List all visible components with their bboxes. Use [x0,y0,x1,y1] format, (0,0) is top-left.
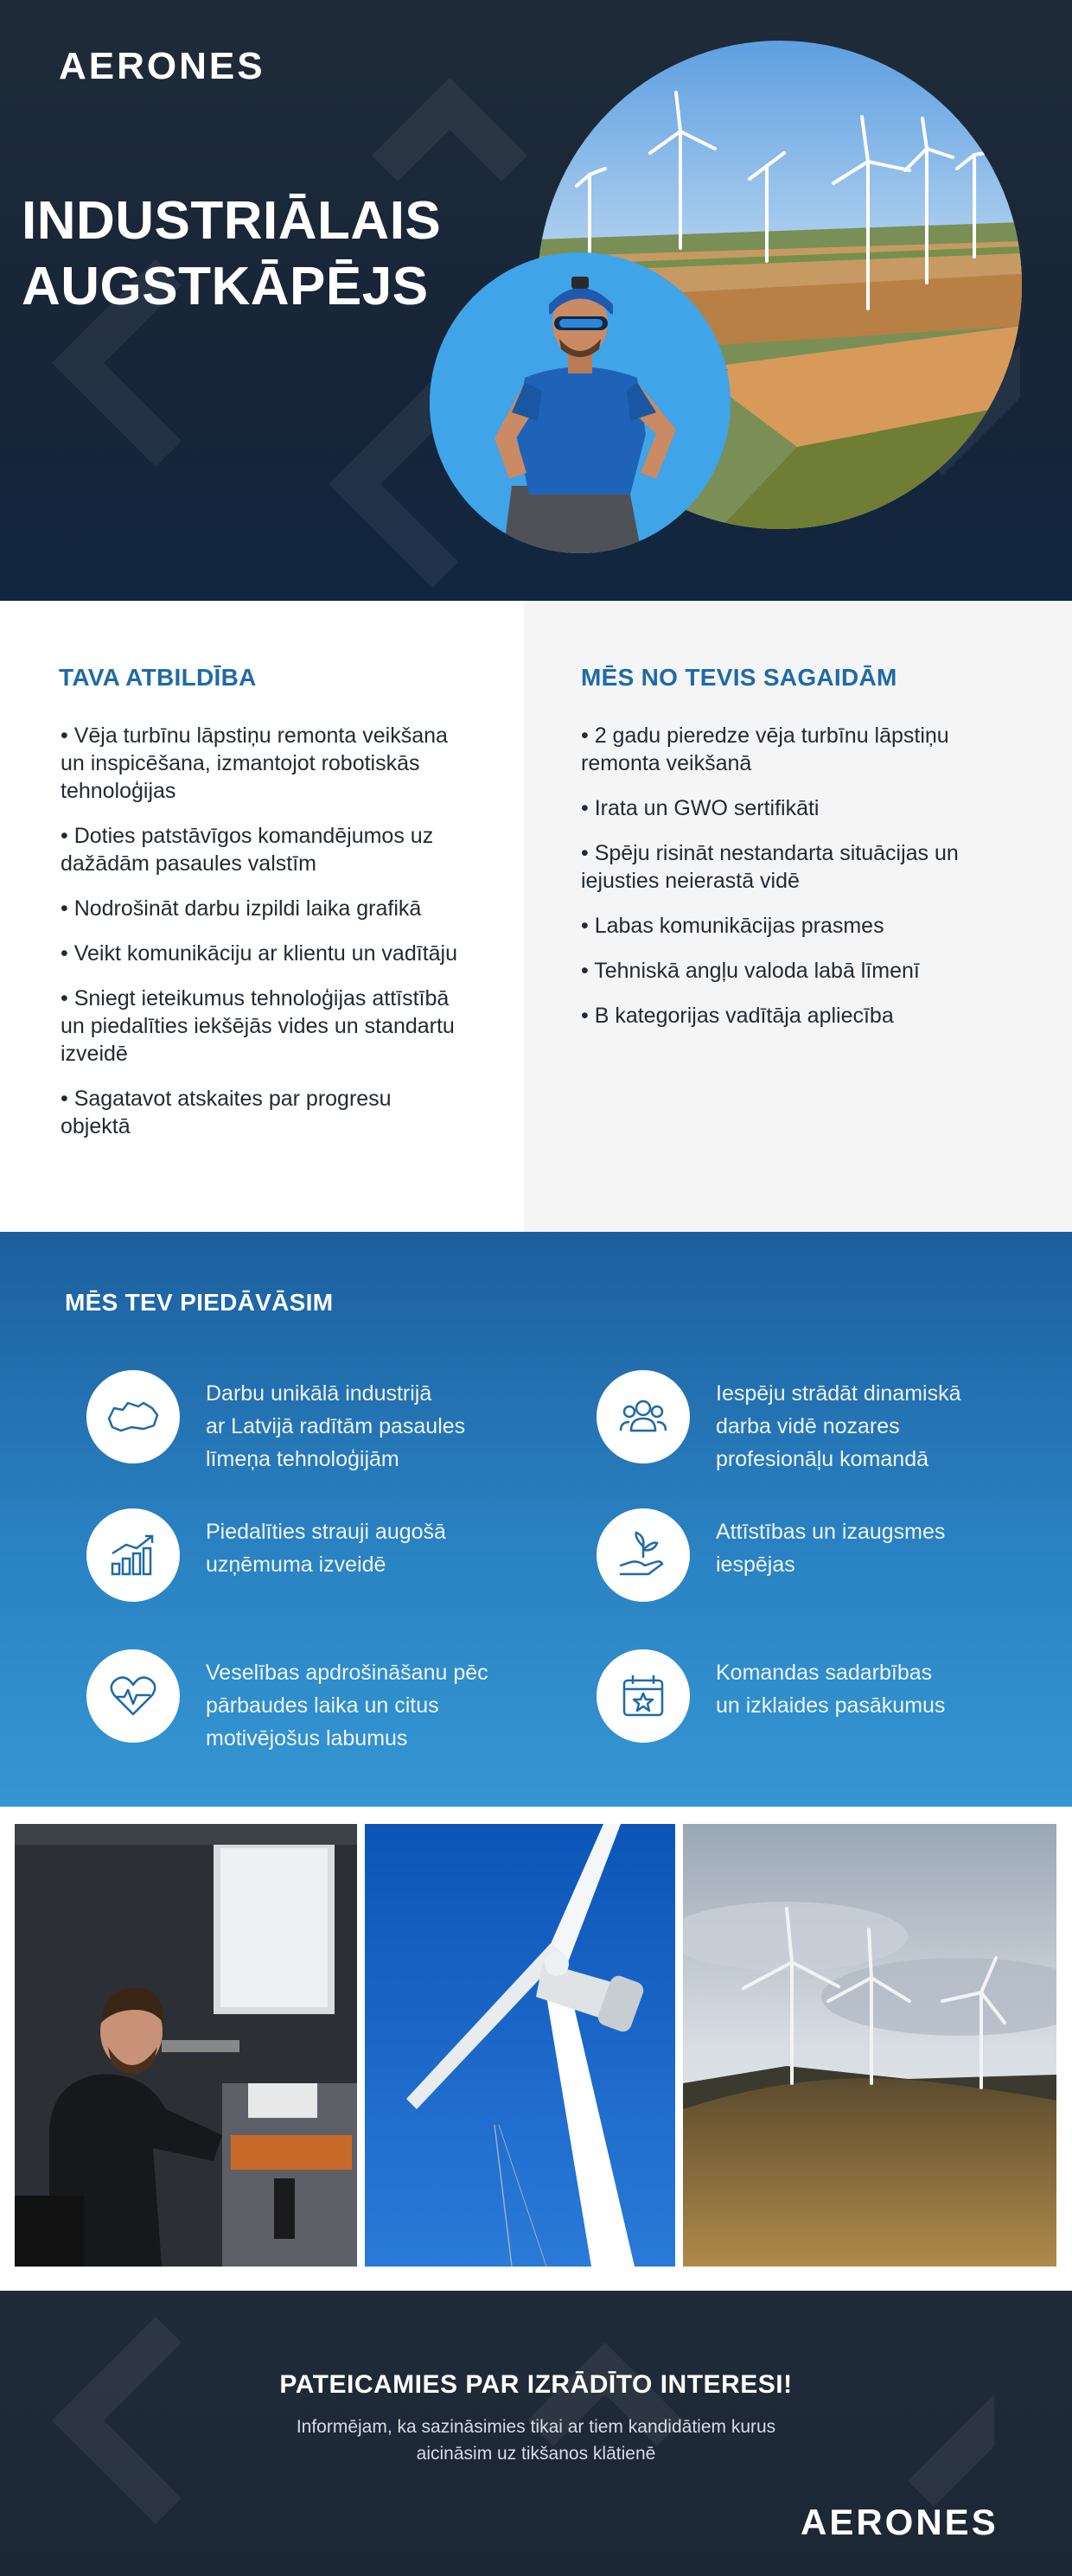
team-icon [597,1370,690,1463]
offer-item [86,1370,571,1471]
list-item: • Tehniskā angļu valoda labā līmenī [581,959,920,983]
calendar-star-icon [597,1649,690,1743]
requirements-heading: MĒS NO TEVIS SAGAIDĀM [581,664,897,691]
aerones-logo[interactable]: AERONES [801,2502,999,2542]
offer-item [597,1508,1072,1604]
responsibilities-panel [0,601,524,1232]
offer-line: Komandas sadarbības [716,1661,933,1685]
thank-you-heading: PATEICAMIES PAR IZRĀDĪTO INTERESI! [279,2370,793,2399]
offers-section [0,1232,1072,1807]
offer-line: līmeņa tehnoloģijām [206,1447,399,1471]
aerones-logo[interactable]: AERONES [59,45,265,87]
offer-line: darba vidē nozares [716,1414,900,1438]
list-item: • Labas komunikācijas prasmes [581,914,884,938]
latvia-map-icon [86,1370,180,1463]
turbines-on-hill-photo [683,1824,1056,2267]
list-item: • Spēju risināt nestandarta situācijas un iejusties neierastā vidē [581,841,959,893]
offer-line: iespējas [716,1553,795,1577]
hero-section [0,0,1072,601]
job-title-line-1: INDUSTRIĀLAIS [22,191,442,251]
offer-text [716,1377,1072,1476]
turbine-illustration [365,1824,675,2267]
offer-line: pārbaudes laika un citus [206,1693,439,1718]
job-title [22,188,441,320]
list-item: • 2 gadu pieredze vēja turbīnu lāpstiņu remonta veikšanā [581,724,949,775]
responsibilities-list [61,722,467,1157]
offer-line: motivējošus labumus [206,1726,408,1750]
heart-pulse-icon [86,1649,180,1743]
offer-line: Veselības apdrošināšanu pēc [206,1661,488,1685]
responsibilities-heading: TAVA ATBILDĪBA [59,664,257,691]
offer-text [206,1656,569,1755]
photo-gallery [0,1807,1072,2291]
list-item: • Vēja turbīnu lāpstiņu remonta veikšana un inspicēšana, izmantojot robotiskās tehnoloģijas [61,724,448,803]
offers-heading: MĒS TEV PIEDĀVĀSIM [65,1289,334,1316]
hill-turbines-illustration [683,1824,1056,2267]
offer-text [206,1515,569,1581]
operator-in-van-photo [15,1824,357,2267]
offer-item [597,1370,1072,1471]
plant-in-hand-icon [597,1508,690,1602]
offer-line: Iespēju strādāt dinamiskā [716,1381,961,1406]
offer-item [86,1508,571,1604]
contact-note-line: aicināsim uz tikšanos klātienē [416,2444,656,2464]
offer-item [86,1649,571,1750]
list-item: • Irata un GWO sertifikāti [581,796,820,820]
list-item: • Nodrošināt darbu izpildi laika grafikā [61,896,422,921]
offer-line: un izklaides pasākumus [716,1693,946,1718]
contact-note-line: Informējam, ka sazināsimies tikai ar tiem kandidātiem kurus [296,2417,776,2437]
contact-note [259,2413,813,2467]
offer-line: Darbu unikālā industrijā [206,1381,432,1406]
offer-item [597,1649,1072,1744]
growth-chart-icon [86,1508,180,1602]
list-item: • B kategorijas vadītāja apliecība [581,1004,894,1028]
offer-text [716,1515,1072,1581]
offer-line: uzņēmuma izveidē [206,1553,386,1577]
offer-text [206,1377,569,1476]
offer-line: profesionāļu komandā [716,1447,928,1471]
job-title-line-2: AUGSTKĀPĒJS [22,257,429,316]
operator-illustration [15,1824,357,2267]
requirements-list [581,722,1031,1047]
technician-illustration [430,252,731,553]
requirements-panel [524,601,1072,1232]
list-item: • Doties patstāvīgos komandējumos uz dažādām pasaules valstīm [61,824,434,876]
offer-line: ar Latvijā radītām pasaules [206,1414,466,1438]
offer-line: Piedalīties strauji augošā [206,1520,446,1544]
list-item: • Sagatavot atskaites par progresu objektā [61,1087,392,1138]
list-item: • Veikt komunikāciju ar klientu un vadītāju [61,941,457,966]
offer-text [716,1656,1072,1722]
turbine-from-below-photo [365,1824,675,2267]
offer-line: Attīstības un izaugsmes [716,1520,946,1544]
technician-in-helmet-photo [430,252,731,553]
list-item: • Sniegt ieteikumus tehnoloģijas attīstībā un piedalīties iekšējās vides un standartu izveidē [61,986,455,1066]
